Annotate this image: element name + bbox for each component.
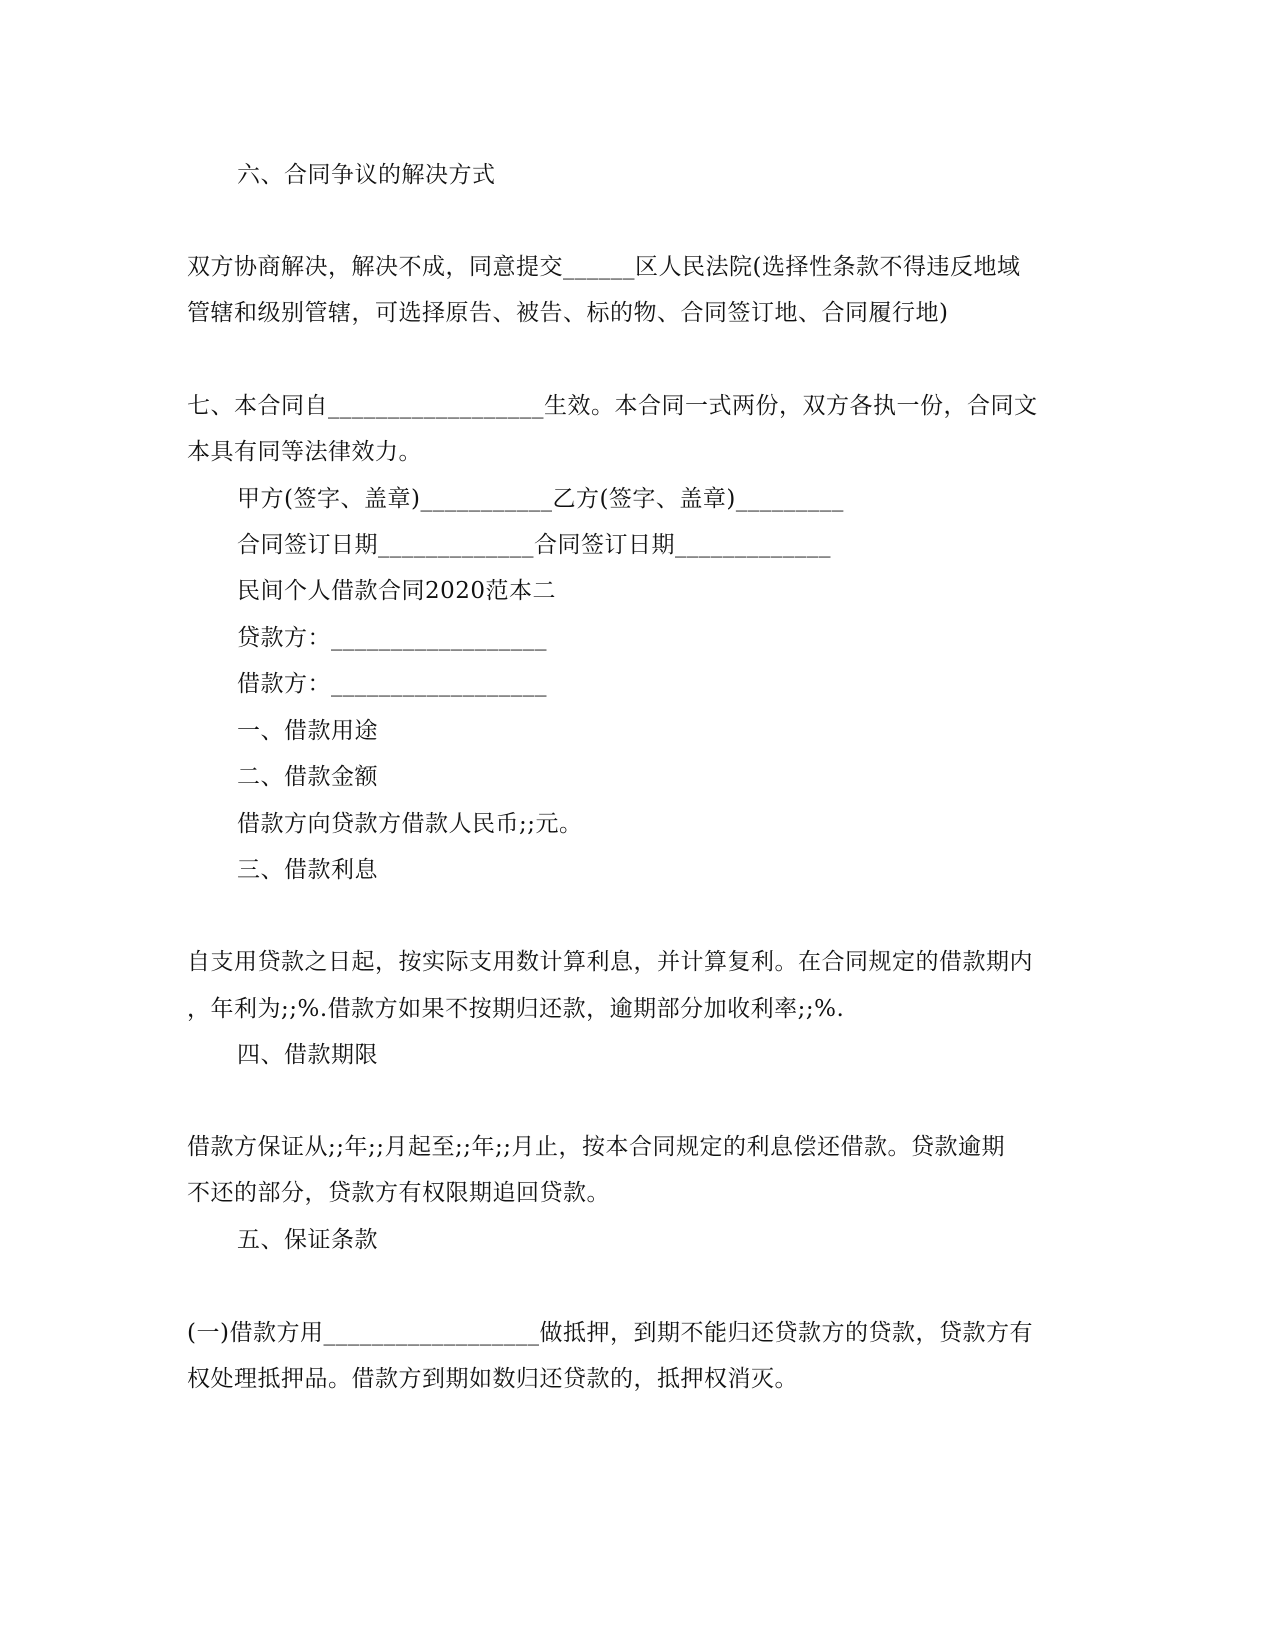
paragraph-line: 自支用贷款之日起，按实际支用数计算利息，并计算复利。在合同规定的借款期内 <box>187 949 1033 975</box>
paragraph-line: 不还的部分，贷款方有权限期追回贷款。 <box>187 1180 610 1206</box>
section-heading-dispute-resolution: 六、合同争议的解决方式 <box>237 162 496 188</box>
sign-date-line: 合同签订日期_____________合同签订日期_____________ <box>237 532 831 558</box>
section-heading-loan-amount: 二、借款金额 <box>237 764 378 790</box>
contract-title: 民间个人借款合同2020范本二 <box>237 578 557 604</box>
paragraph-line: 权处理抵押品。借款方到期如数归还贷款的，抵押权消灭。 <box>187 1366 798 1392</box>
section-heading-guarantee: 五、保证条款 <box>237 1227 378 1253</box>
borrower-field: 借款方：__________________ <box>237 671 547 697</box>
paragraph-line: 双方协商解决，解决不成，同意提交______区人民法院(选择性条款不得违反地域 <box>187 254 1021 280</box>
signature-line: 甲方(签字、盖章)___________乙方(签字、盖章)_________ <box>237 486 844 512</box>
paragraph-line: 管辖和级别管辖，可选择原告、被告、标的物、合同签订地、合同履行地) <box>187 300 949 326</box>
paragraph-line: 七、本合同自__________________生效。本合同一式两份，双方各执一份，合同文 <box>187 393 1038 419</box>
paragraph-line: 借款方保证从;;年;;月起至;;年;;月止，按本合同规定的利息偿还借款。贷款逾期 <box>187 1134 1005 1160</box>
lender-field: 贷款方：__________________ <box>237 625 547 651</box>
section-heading-loan-term: 四、借款期限 <box>237 1042 378 1068</box>
section-heading-loan-interest: 三、借款利息 <box>237 857 378 883</box>
paragraph-line: 借款方向贷款方借款人民币;;元。 <box>237 811 583 837</box>
section-heading-loan-purpose: 一、借款用途 <box>237 718 378 744</box>
paragraph-line: ，年利为;;%.借款方如果不按期归还款，逾期部分加收利率;;%. <box>187 996 845 1022</box>
paragraph-line: 本具有同等法律效力。 <box>187 439 422 465</box>
paragraph-line: (一)借款方用__________________做抵押，到期不能归还贷款方的贷款，贷款方有 <box>187 1320 1033 1346</box>
